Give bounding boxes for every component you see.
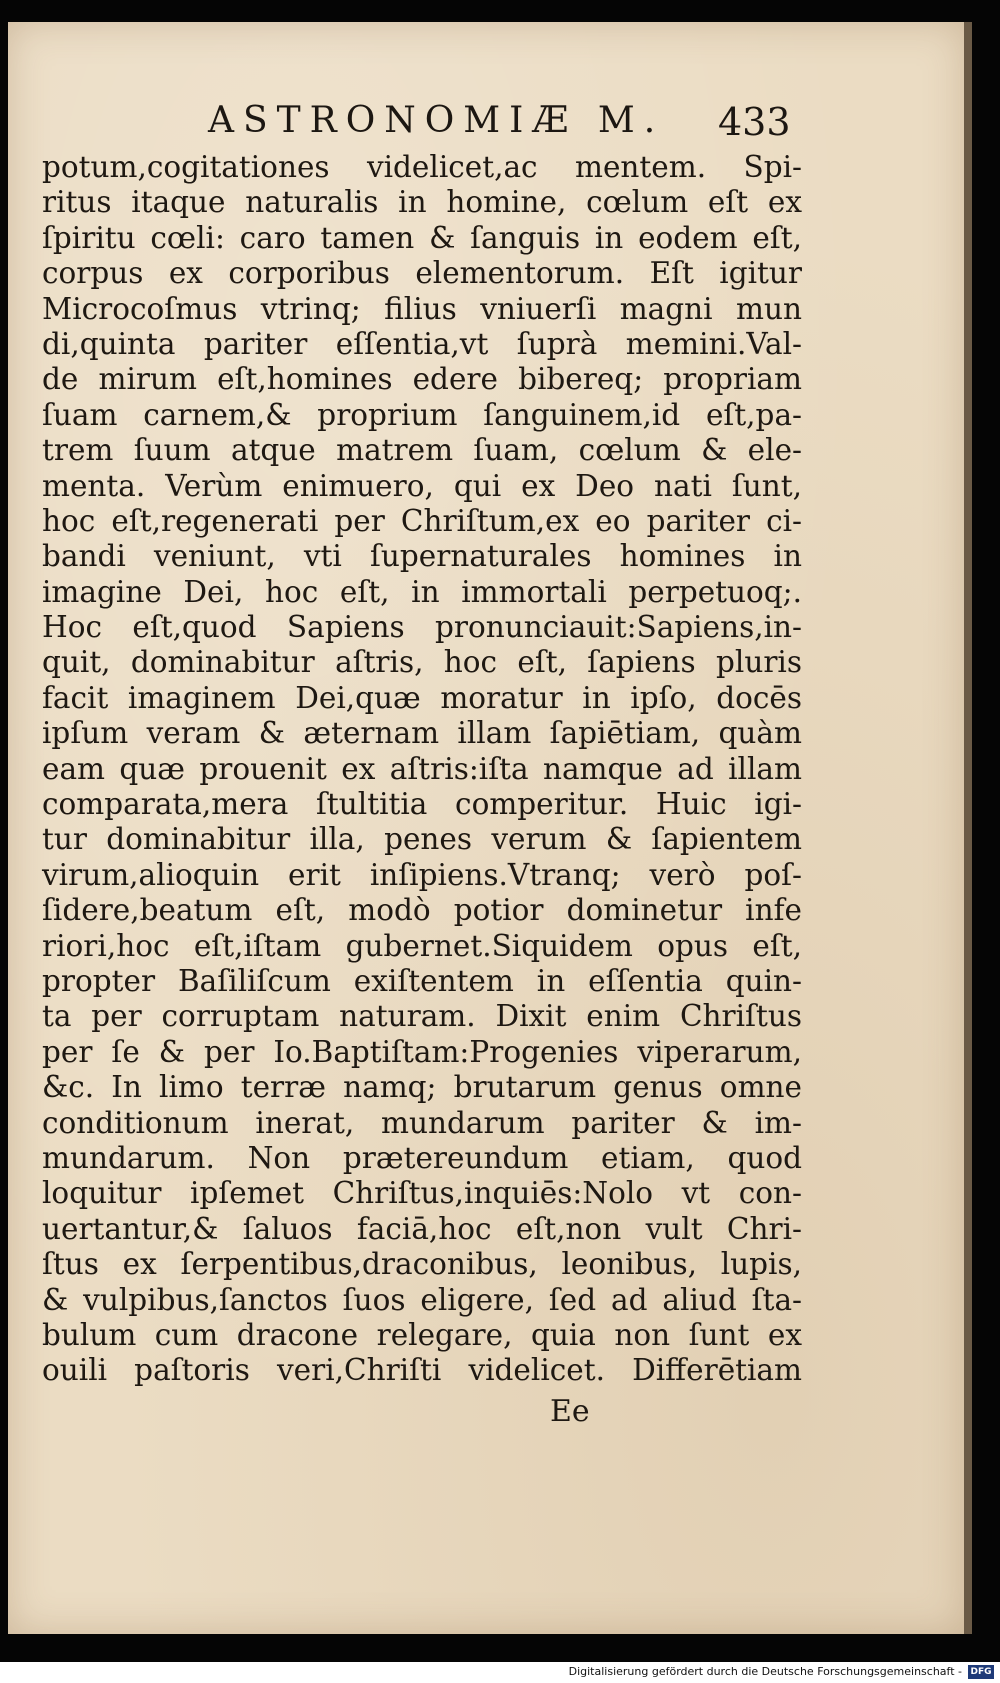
text-line: Microcoſmus vtrinq; filius vniuerſi magni mun xyxy=(42,291,802,326)
page-number: 433 xyxy=(718,100,791,144)
text-line: ſtus ex ſerpentibus,draconibus, leonibus, lupis, xyxy=(42,1247,802,1282)
text-line: bulum cum dracone relegare, quia non ſunt ex xyxy=(42,1317,802,1352)
text-line: ſuam carnem,& proprium ſanguinem,id eſt,pa- xyxy=(42,397,802,432)
text-line: bandi veniunt, vti ſupernaturales homines in xyxy=(42,539,802,574)
text-line: mundarum. Non prætereundum etiam, quod xyxy=(42,1140,802,1175)
text-line: quit, dominabitur aſtris, hoc eſt, ſapiens pluris xyxy=(42,645,802,680)
text-line: ſidere,beatum eſt, modò potior dominetur infe xyxy=(42,893,802,928)
dfg-logo-icon: DFG xyxy=(968,1665,994,1679)
text-line: propter Baſiliſcum exiſtentem in eſſentia quin- xyxy=(42,963,802,998)
text-line: ta per corruptam naturam. Dixit enim Chriſtus xyxy=(42,999,802,1034)
text-line: ipſum veram & æternam illam ſapiētiam, quàm xyxy=(42,716,802,751)
text-line: comparata,mera ſtultitia comperitur. Huic igi- xyxy=(42,787,802,822)
text-line: ouili paſtoris veri,Chriſti videlicet. Differētiam xyxy=(42,1353,802,1388)
text-line: potum,cogitationes videlicet,ac mentem. Spi- xyxy=(42,150,802,184)
body-text xyxy=(42,150,802,1389)
text-line: eam quæ prouenit ex aſtris:iſta namque ad illam xyxy=(42,751,802,786)
text-line: tur dominabitur illa, penes verum & ſapientem xyxy=(42,822,802,857)
text-line: ſpiritu cœli: caro tamen & ſanguis in eodem eſt, xyxy=(42,220,802,255)
running-head xyxy=(198,100,918,150)
text-line: facit imaginem Dei,quæ moratur in ipſo, docēs xyxy=(42,680,802,715)
text-line: corpus ex corporibus elementorum. Eſt igitur xyxy=(42,256,802,291)
text-line: uertantur,& ſaluos faciā,hoc eſt,non vult Chri- xyxy=(42,1211,802,1246)
text-line: per ſe & per Io.Baptiſtam:Progenies viperarum, xyxy=(42,1034,802,1069)
footer-credit: Digitalisierung gefördert durch die Deutsche Forschungsgemeinschaft - xyxy=(568,1665,962,1678)
text-line: de mirum eſt,homines edere bibereq; propriam xyxy=(42,362,802,397)
text-line: &c. In limo terræ namq; brutarum genus omne xyxy=(42,1070,802,1105)
catchword: Ee xyxy=(550,1394,590,1429)
text-line: Hoc eſt,quod Sapiens pronunciauit:Sapiens,in- xyxy=(42,610,802,645)
text-line: imagine Dei, hoc eſt, in immortali perpetuoq;. xyxy=(42,574,802,609)
text-line: ritus itaque naturalis in homine, cœlum eſt ex xyxy=(42,185,802,220)
running-head-title: ASTRONOMIÆ M. xyxy=(208,100,665,141)
page-edge xyxy=(964,22,972,1634)
text-line: & vulpibus,ſanctos ſuos eligere, ſed ad aliud ſta- xyxy=(42,1282,802,1317)
text-line: loquitur ipſemet Chriſtus,inquiēs:Nolo vt con- xyxy=(42,1176,802,1211)
text-line: menta. Verùm enimuero, qui ex Deo nati ſunt, xyxy=(42,468,802,503)
text-line: virum,alioquin erit inſipiens.Vtranq; verò poſ- xyxy=(42,857,802,892)
text-line: hoc eſt,regenerati per Chriſtum,ex eo pariter ci- xyxy=(42,503,802,538)
text-line: trem ſuum atque matrem ſuam, cœlum & ele- xyxy=(42,433,802,468)
text-line: di,quinta pariter eſſentia,vt ſuprà memini.Val- xyxy=(42,326,802,361)
text-line: riori,hoc eſt,iſtam gubernet.Siquidem opus eſt, xyxy=(42,928,802,963)
digitization-footer xyxy=(0,1662,1000,1683)
text-line: conditionum inerat, mundarum pariter & im- xyxy=(42,1105,802,1140)
